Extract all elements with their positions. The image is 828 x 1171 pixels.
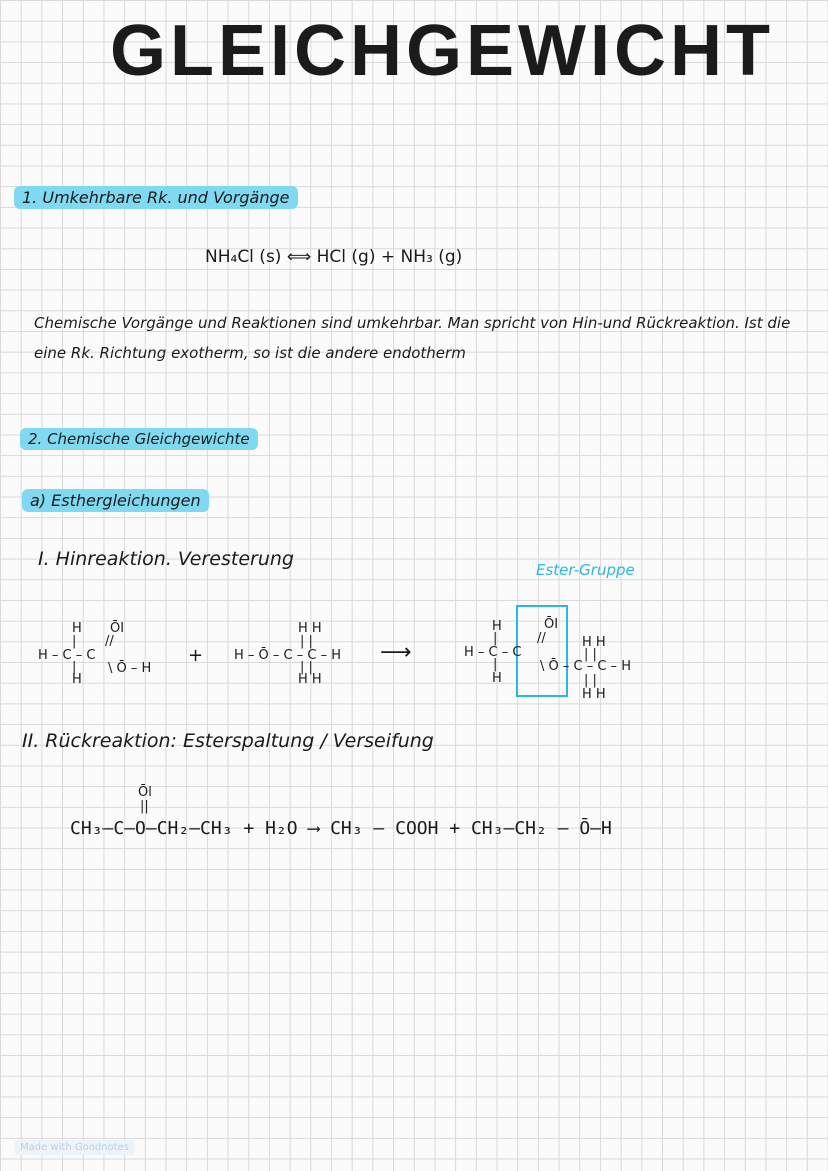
section-2a-heading: a) Esthergleichungen xyxy=(22,489,209,512)
svg-text:| |: | | xyxy=(300,660,313,675)
svg-text:H H: H H xyxy=(582,635,606,650)
ethanol-structure xyxy=(232,615,372,690)
svg-text:|: | xyxy=(493,631,498,646)
svg-text:\ Ō – C – C – H: \ Ō – C – C – H xyxy=(540,659,631,674)
svg-text:H – Ō – C – C – H: H – Ō – C – C – H xyxy=(234,648,341,663)
section-1-heading: 1. Umkehrbare Rk. und Vorgänge xyxy=(14,186,298,209)
svg-text:H – C – C: H – C – C xyxy=(38,648,96,663)
svg-text:Ōl: Ōl xyxy=(138,785,152,800)
svg-text:|: | xyxy=(72,634,77,649)
svg-text:|: | xyxy=(72,660,77,675)
acetic-acid-structure xyxy=(30,615,160,690)
section-1-paragraph: Chemische Vorgänge und Reaktionen sind umkehrbar. Man spricht von Hin-und Rückreaktion. Ist die eine Rk. Richtung exotherm, so ist die andere endotherm xyxy=(34,314,791,362)
svg-text:| |: | | xyxy=(300,634,313,649)
ester-group-label: Ester-Gruppe xyxy=(536,561,635,579)
reaction-2-label: II. Rückreaktion: Esterspaltung / Verseifung xyxy=(22,730,434,752)
page-title: GLEICHGEWICHT xyxy=(110,11,774,91)
svg-text:| |: | | xyxy=(584,647,597,662)
svg-text:ŌI: ŌI xyxy=(110,621,125,636)
svg-text:\ Ō – H: \ Ō – H xyxy=(108,661,152,676)
saponification-equation: CH₃–C–O–CH₂–CH₃ + H₂O ⟶ CH₃ – COOH + CH₃–CH₂ – Ō–H xyxy=(70,818,612,839)
reaction-1-label: I. Hinreaktion. Veresterung xyxy=(38,548,294,570)
carbonyl-group xyxy=(128,780,168,820)
svg-text://: // xyxy=(105,634,114,649)
svg-text:| |: | | xyxy=(584,673,597,688)
svg-text:|: | xyxy=(493,657,498,672)
svg-text:H H: H H xyxy=(582,687,606,702)
svg-text://: // xyxy=(537,631,546,646)
svg-text:H: H xyxy=(492,671,502,686)
section-2-heading: 2. Chemische Gleichgewichte xyxy=(20,428,258,450)
reaction-arrow: ⟶ xyxy=(380,640,412,665)
svg-text:H H: H H xyxy=(298,672,322,687)
svg-text:ŌI: ŌI xyxy=(544,617,559,632)
svg-text:H – C – C: H – C – C xyxy=(464,645,522,660)
svg-text:||: || xyxy=(140,799,149,814)
svg-text:H H: H H xyxy=(298,621,322,636)
ester-structure xyxy=(462,600,662,715)
svg-text:H: H xyxy=(492,619,502,634)
plus-sign: + xyxy=(188,645,204,666)
svg-text:H: H xyxy=(72,621,82,636)
equilibrium-equation: NH₄Cl (s) ⟺ HCl (g) + NH₃ (g) xyxy=(205,247,463,267)
svg-text:H: H xyxy=(72,672,82,687)
goodnotes-watermark: Made with Goodnotes xyxy=(14,1140,135,1155)
